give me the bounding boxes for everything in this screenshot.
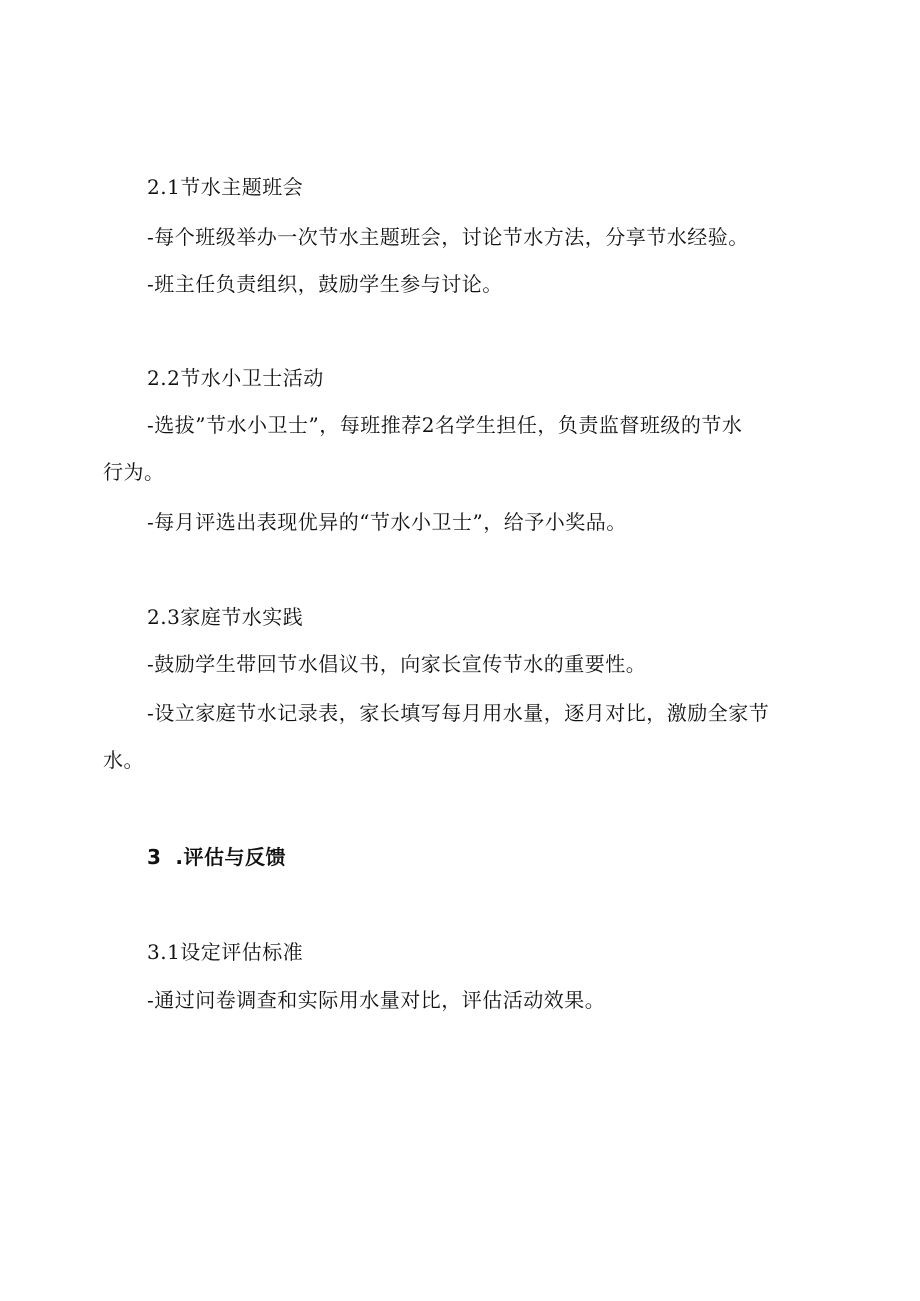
section-heading-3 <box>147 845 867 869</box>
paragraph-line: -班主任负责组织，鼓励学生参与讨论。 <box>147 272 503 296</box>
paragraph-line: -鼓励学生带回节水倡议书，向家长宣传节水的重要性。 <box>147 652 647 676</box>
paragraph-line: -每个班级举办一次节水主题班会，讨论节水方法，分享节水经验。 <box>147 225 749 249</box>
heading-text: .评估与反馈 <box>175 845 287 869</box>
paragraph-line-continuation: 水。 <box>103 748 144 772</box>
paragraph-line: -通过问卷调查和实际用水量对比，评估活动效果。 <box>147 988 606 1012</box>
heading-number: 3 <box>147 845 162 869</box>
paragraph-line: -选拔”节水小卫士”，每班推荐2名学生担任，负责监督班级的节水 <box>147 413 743 437</box>
section-title-3-1: 3.1设定评估标准 <box>147 940 304 964</box>
section-title-2-1: 2.1节水主题班会 <box>147 175 304 199</box>
section-title-2-2: 2.2节水小卫士活动 <box>147 366 324 390</box>
paragraph-line: -每月评选出表现优异的“节水小卫士”，给予小奖品。 <box>147 510 627 534</box>
paragraph-line: -设立家庭节水记录表，家长填写每月用水量，逐月对比，激励全家节 <box>147 701 770 725</box>
section-title-2-3: 2.3家庭节水实践 <box>147 605 304 629</box>
paragraph-line-continuation: 行为。 <box>103 460 165 484</box>
